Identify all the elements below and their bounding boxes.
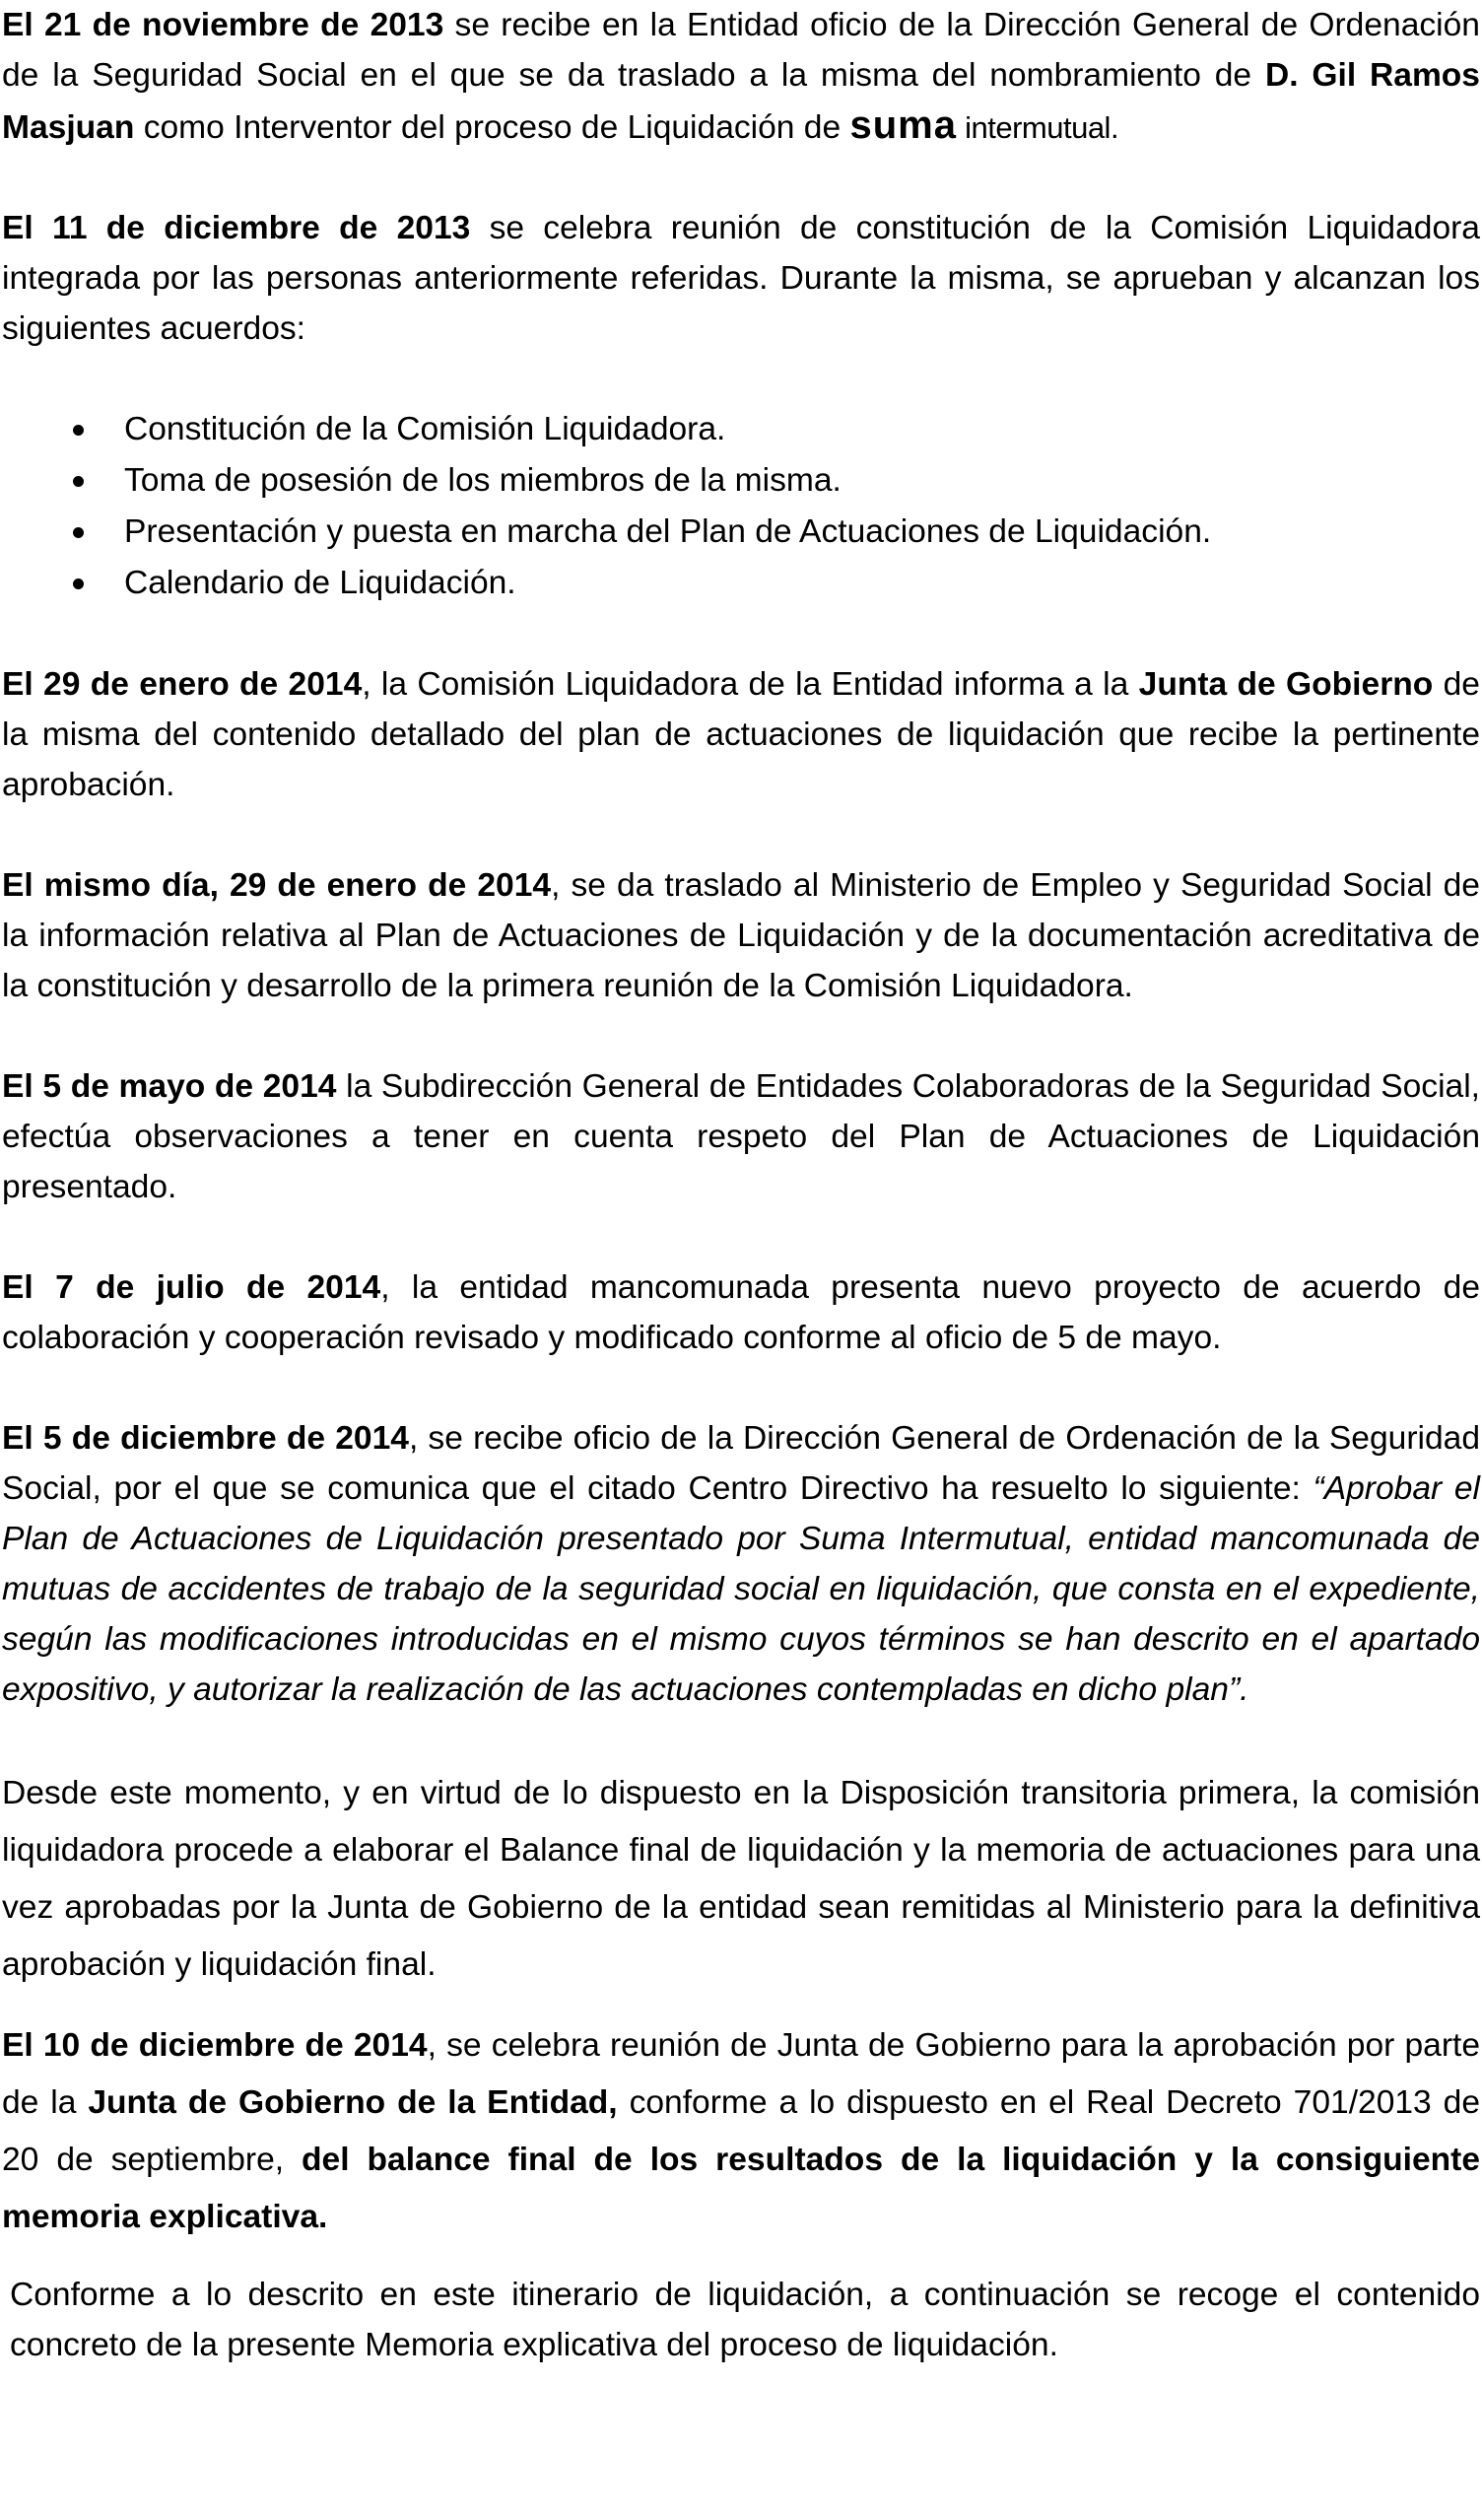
- date-text: El 5 de mayo de 2014: [2, 1068, 337, 1105]
- body-text: , se recibe oficio de la Dirección General de Ordenación de la Seguridad Social, por el que se comunica que el citado Centro Directivo ha resuelto lo siguiente:: [2, 1420, 1480, 1507]
- quote-text: “Aprobar el Plan de Actuaciones de Liquidación presentado por Suma Intermutual, entidad mancomunada de mutuas de accidentes de trabajo de la seguridad social en liquidación, que consta en el expediente, según las modificaciones introducidas en el mismo cuyos términos se han descrito en el apartado expositivo, y autorizar la realización de las actuaciones contempladas en dicho plan”.: [2, 1470, 1480, 1708]
- date-text: El 10 de diciembre de 2014: [2, 2027, 428, 2064]
- bold-text: Junta de Gobierno: [1138, 666, 1434, 703]
- paragraph-desde-este-momento: [2, 1765, 1480, 1994]
- paragraph-nuevo-proyecto: [2, 1262, 1480, 1363]
- date-text: El 7 de julio de 2014: [2, 1269, 381, 1306]
- bold-text: Junta de Gobierno de la Entidad,: [88, 2084, 618, 2121]
- paragraph-interventor: [2, 0, 1480, 153]
- date-text: El mismo día, 29 de enero de 2014: [2, 867, 552, 904]
- body-text: Conforme a lo descrito en este itinerario de liquidación, a continuación se recoge el contenido concreto de la presente Memoria explicativa del proceso de liquidación.: [10, 2277, 1480, 2363]
- list-item: Calendario de Liquidación.: [124, 558, 1480, 609]
- body-text: , la entidad mancomunada presenta nuevo proyecto de acuerdo de colaboración y cooperación revisado y modificado conforme al oficio de 5 de mayo.: [2, 1269, 1480, 1356]
- logo-intermutual-text: intermutual.: [956, 110, 1119, 145]
- person-name: D. Gil Ramos Masjuan: [2, 57, 1480, 146]
- logo-suma-text: suma: [849, 103, 957, 147]
- acuerdos-list: [2, 404, 1480, 609]
- suma-logo: [849, 103, 1119, 147]
- body-text: conforme a lo dispuesto en el Real Decreto 701/2013 de 20 de septiembre,: [2, 2084, 1481, 2178]
- date-text: El 11 de diciembre de 2013: [2, 210, 471, 246]
- paragraph-junta-gobierno: [2, 2017, 1480, 2246]
- body-text: , se da traslado al Ministerio de Empleo y Seguridad Social de la información relativa al Plan de Actuaciones de Liquidación y de la documentación acreditativa de la constitución y desarrollo de la primera reunión de la Comisión Liquidadora.: [2, 867, 1480, 1004]
- list-item: Constitución de la Comisión Liquidadora.: [124, 404, 1480, 455]
- body-text: la Subdirección General de Entidades Colaboradoras de la Seguridad Social, efectúa observaciones a tener en cuenta respeto del Plan de Actuaciones de Liquidación presentado.: [2, 1068, 1480, 1205]
- date-text: El 29 de enero de 2014: [2, 666, 363, 703]
- body-text: se recibe en la Entidad oficio de la Dirección General de Ordenación de la Seguridad Social en el que se da traslado a la misma del nombramiento de: [2, 7, 1480, 94]
- paragraph-traslado-ministerio: [2, 860, 1480, 1011]
- paragraph-observaciones: [2, 1061, 1480, 1212]
- paragraph-constitucion: [2, 203, 1480, 354]
- list-item: Presentación y puesta en marcha del Plan de Actuaciones de Liquidación.: [124, 507, 1480, 558]
- bold-text: del balance final de los resultados de la liquidación y la consiguiente memoria explicativa.: [2, 2142, 1480, 2235]
- date-text: El 21 de noviembre de 2013: [2, 7, 444, 43]
- paragraph-junta-informa: [2, 659, 1480, 810]
- body-text: Desde este momento, y en virtud de lo dispuesto en la Disposición transitoria primera, la comisión liquidadora procede a elaborar el Balance final de liquidación y la memoria de actuaciones para una vez aprobadas por la Junta de Gobierno de la entidad sean remitidas al Ministerio para la definitiva aprobación y liquidación final.: [2, 1775, 1480, 1983]
- body-text: , la Comisión Liquidadora de la Entidad informa a la: [362, 666, 1139, 703]
- date-text: El 5 de diciembre de 2014: [2, 1420, 409, 1457]
- paragraph-aprobacion-plan: [2, 1413, 1480, 1715]
- body-text: , se celebra reunión de Junta de Gobierno para la aprobación por parte de la: [2, 2027, 1481, 2121]
- body-text: se celebra reunión de constitución de la Comisión Liquidadora integrada por las personas anteriormente referidas. Durante la misma, se aprueban y alcanzan los siguientes acuerdos:: [2, 210, 1480, 347]
- body-text: de la misma del contenido detallado del plan de actuaciones de liquidación que recibe la pertinente aprobación.: [2, 666, 1480, 803]
- body-text: como Interventor del proceso de Liquidación de: [134, 109, 850, 146]
- list-item: Toma de posesión de los miembros de la misma.: [124, 455, 1480, 507]
- paragraph-conforme: [2, 2270, 1480, 2370]
